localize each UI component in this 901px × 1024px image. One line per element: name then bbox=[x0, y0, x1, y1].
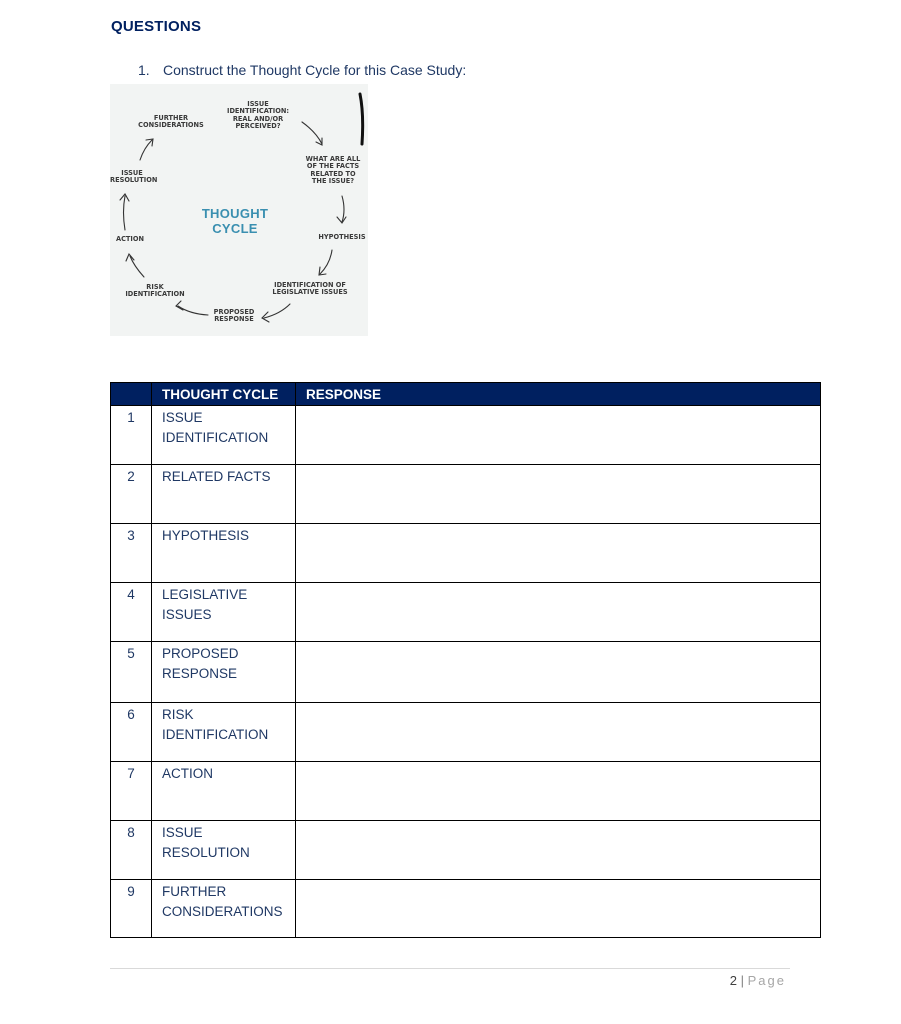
header-num bbox=[111, 383, 152, 406]
row-response-cell[interactable] bbox=[296, 583, 821, 642]
question-text: Construct the Thought Cycle for this Case Study: bbox=[163, 62, 467, 78]
arrow-2-head bbox=[337, 217, 346, 223]
arrow-5 bbox=[178, 306, 208, 315]
ink-stroke bbox=[360, 94, 363, 144]
table-row bbox=[111, 762, 821, 821]
arrow-3 bbox=[320, 250, 332, 274]
row-response-cell[interactable] bbox=[296, 821, 821, 880]
row-cycle-step: ISSUE IDENTIFICATION bbox=[152, 406, 296, 465]
label-hypothesis: HYPOTHESIS bbox=[318, 233, 366, 241]
row-response-cell[interactable] bbox=[296, 703, 821, 762]
thought-cycle-table bbox=[110, 382, 821, 938]
row-number: 7 bbox=[111, 762, 152, 821]
footer-divider bbox=[110, 968, 790, 969]
row-cycle-step: RELATED FACTS bbox=[152, 465, 296, 524]
page-word: Page bbox=[747, 973, 786, 988]
row-number: 2 bbox=[111, 465, 152, 524]
arrow-7 bbox=[124, 196, 126, 230]
row-cycle-step: LEGISLATIVE ISSUES bbox=[152, 583, 296, 642]
label-resolution: ISSUE RESOLUTION bbox=[110, 169, 158, 185]
row-cycle-step: RISK IDENTIFICATION bbox=[152, 703, 296, 762]
row-number: 9 bbox=[111, 880, 152, 938]
row-number: 3 bbox=[111, 524, 152, 583]
label-legislative: IDENTIFICATION OF LEGISLATIVE ISSUES bbox=[272, 281, 348, 297]
table-header-row bbox=[111, 383, 821, 406]
table-row bbox=[111, 880, 821, 938]
row-response-cell[interactable] bbox=[296, 880, 821, 938]
row-cycle-step: HYPOTHESIS bbox=[152, 524, 296, 583]
arrow-8 bbox=[140, 140, 152, 160]
row-cycle-step: PROPOSED RESPONSE bbox=[152, 642, 296, 703]
section-heading: QUESTIONS bbox=[111, 18, 202, 35]
arrow-1 bbox=[302, 122, 322, 144]
label-further: FURTHER CONSIDERATIONS bbox=[138, 114, 204, 130]
label-issue-identification: ISSUE IDENTIFICATION: REAL AND/OR PERCEIVED? bbox=[227, 100, 289, 131]
label-action: ACTION bbox=[115, 235, 145, 243]
row-response-cell[interactable] bbox=[296, 406, 821, 465]
table-row bbox=[111, 583, 821, 642]
row-number: 4 bbox=[111, 583, 152, 642]
footer-separator: | bbox=[740, 973, 744, 988]
table-row bbox=[111, 703, 821, 762]
row-response-cell[interactable] bbox=[296, 762, 821, 821]
arrow-4 bbox=[264, 304, 290, 318]
row-number: 6 bbox=[111, 703, 152, 762]
page-number: 2 bbox=[729, 973, 737, 988]
header-response: RESPONSE bbox=[296, 383, 821, 406]
arrow-6 bbox=[130, 256, 144, 277]
label-proposed: PROPOSED RESPONSE bbox=[213, 308, 255, 324]
cycle-center-title: THOUGHT CYCLE bbox=[201, 206, 269, 236]
label-facts: WHAT ARE ALL OF THE FACTS RELATED TO THE ISSUE? bbox=[305, 155, 361, 186]
row-response-cell[interactable] bbox=[296, 642, 821, 703]
row-number: 8 bbox=[111, 821, 152, 880]
row-response-cell[interactable] bbox=[296, 524, 821, 583]
label-risk: RISK IDENTIFICATION bbox=[125, 283, 185, 299]
arrow-6-head bbox=[126, 254, 134, 261]
question-1 bbox=[138, 62, 466, 78]
row-number: 1 bbox=[111, 406, 152, 465]
table-row bbox=[111, 524, 821, 583]
arrow-2 bbox=[342, 196, 344, 222]
row-number: 5 bbox=[111, 642, 152, 703]
table-row bbox=[111, 406, 821, 465]
table-row bbox=[111, 642, 821, 703]
row-cycle-step: FURTHER CONSIDERATIONS bbox=[152, 880, 296, 938]
page-footer bbox=[730, 973, 786, 988]
row-cycle-step: ACTION bbox=[152, 762, 296, 821]
question-number: 1. bbox=[138, 62, 150, 78]
thought-cycle-diagram bbox=[110, 84, 368, 336]
header-thought-cycle: THOUGHT CYCLE bbox=[152, 383, 296, 406]
row-cycle-step: ISSUE RESOLUTION bbox=[152, 821, 296, 880]
row-response-cell[interactable] bbox=[296, 465, 821, 524]
table-row bbox=[111, 465, 821, 524]
table-row bbox=[111, 821, 821, 880]
